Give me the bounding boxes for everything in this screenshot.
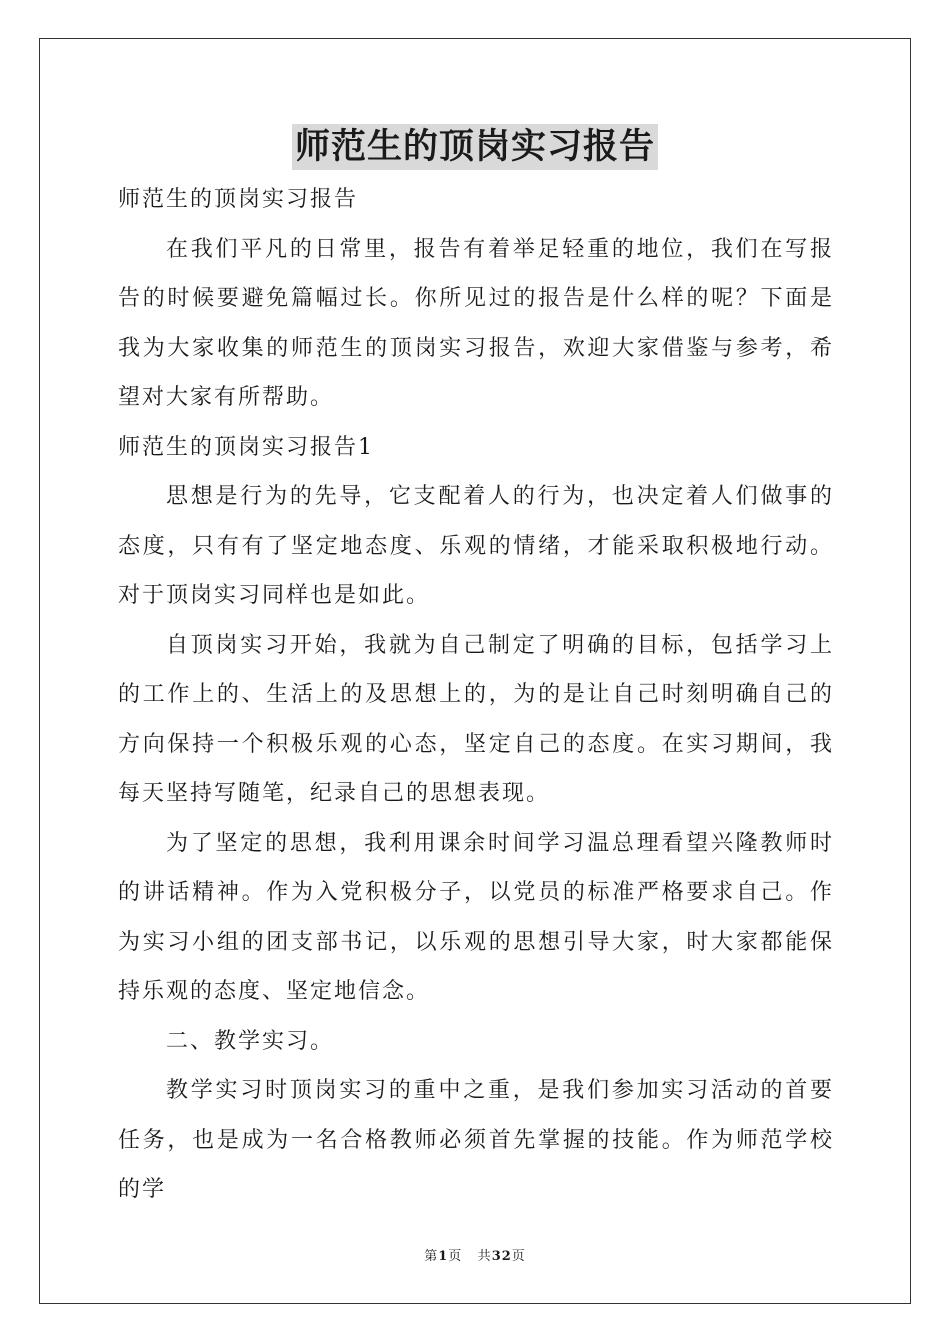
footer-total-prefix: 共 xyxy=(477,1249,492,1264)
document-title-text: 师范生的顶岗实习报告 xyxy=(292,124,658,170)
footer-total-pages: 32 xyxy=(491,1249,512,1264)
footer-page-prefix: 第 xyxy=(424,1249,439,1264)
paragraph-teaching-heading: 二、教学实习。 xyxy=(166,1028,335,1054)
paragraph-thought: 思想是行为的先导，它支配着人的行为，也决定着人们做事的态度，只有有了坚定地态度、乐观的情绪，才能采取积极地行动。对于顶岗实习同样也是如此。 xyxy=(118,484,834,608)
paragraph-subtitle: 师范生的顶岗实习报告 xyxy=(118,187,359,212)
document-title xyxy=(0,124,950,170)
document-body xyxy=(118,175,834,1215)
paragraph-intro: 在我们平凡的日常里，报告有着举足轻重的地位，我们在写报告的时候要避免篇幅过长。你所见过的报告是什么样的呢？下面是我为大家收集的师范生的顶岗实习报告，欢迎大家借鉴与参考，希望对大家有所帮助。 xyxy=(118,236,834,410)
footer-page-suffix: 页 xyxy=(448,1249,463,1264)
paragraph-teaching: 教学实习时顶岗实习的重中之重，是我们参加实习活动的首要任务，也是成为一名合格教师必须首先掌握的技能。作为师范学校的学 xyxy=(118,1078,834,1202)
footer-total-suffix: 页 xyxy=(511,1249,526,1264)
page-footer xyxy=(0,1248,950,1266)
footer-page-number: 1 xyxy=(438,1249,449,1264)
paragraph-section-heading: 师范生的顶岗实习报告1 xyxy=(118,434,374,460)
paragraph-goals: 自顶岗实习开始，我就为自己制定了明确的目标，包括学习上的工作上的、生活上的及思想上的，为的是让自己时刻明确自己的方向保持一个积极乐观的心态，坚定自己的态度。在实习期间，我每天坚持写随笔，纪录自己的思想表现。 xyxy=(118,632,834,806)
paragraph-study: 为了坚定的思想，我利用课余时间学习温总理看望兴隆教师时的讲话精神。作为入党积极分子，以党员的标准严格要求自己。作为实习小组的团支部书记，以乐观的思想引导大家，时大家都能保持乐观的态度、坚定地信念。 xyxy=(118,830,834,1004)
